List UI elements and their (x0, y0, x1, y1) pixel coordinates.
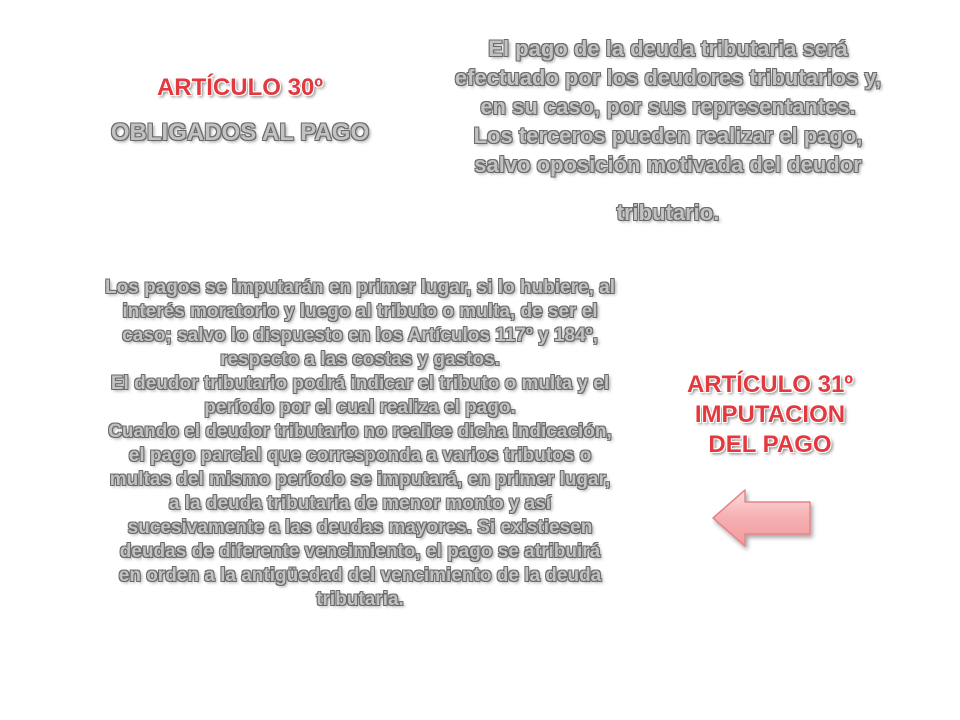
article-30-subtitle: OBLIGADOS AL PAGO (110, 119, 370, 146)
article-31-body-line: multas del mismo período se imputará, en primer lugar, (109, 469, 611, 490)
article-31-body-line: El deudor tributario podrá indicar el tributo o multa y el (110, 373, 610, 394)
article-31-body-line: período por el cual realiza el pago. (204, 397, 516, 418)
article-31-body-line: el pago parcial que corresponda a varios tributos o (128, 445, 592, 466)
article-30-heading (40, 65, 440, 155)
article-31-body-line: interés moratorio y luego al tributo o multa, de ser el (122, 301, 598, 322)
article-30-body-line: en su caso, por sus representantes. (480, 94, 856, 119)
article-31-title: ARTÍCULO 31º (686, 371, 854, 398)
article-31-body-line: Cuando el deudor tributario no realice dicha indicación, (108, 421, 612, 442)
article-31-heading (620, 370, 920, 460)
article-30-body (418, 34, 918, 227)
article-30-body-line: salvo oposición motivada del deudor (474, 152, 862, 177)
article-31-body-line: sucesivamente a las deudas mayores. Si existiesen (127, 517, 593, 538)
arrow-shape[interactable] (713, 490, 810, 546)
article-31-body-line: respecto a las costas y gastos. (220, 349, 500, 370)
article-31-subtitle: DEL PAGO (708, 431, 832, 458)
article-30-title: ARTÍCULO 30º (156, 74, 324, 101)
article-30-body-line: El pago de la deuda tributaria será (488, 36, 848, 61)
article-30-body-line: tributario. (616, 200, 720, 225)
article-31-body-line: tributaria. (316, 589, 404, 610)
article-31-body-line: caso; salvo lo dispuesto en los Artículos 117º y 184º, (122, 325, 598, 346)
article-31-body-line: en orden a la antigüedad del vencimiento de la deuda (118, 565, 602, 586)
article-31-body-line: deudas de diferente vencimiento, el pago se atribuirá (119, 541, 601, 562)
article-31-body (60, 276, 660, 612)
article-31-subtitle: IMPUTACION (694, 401, 846, 428)
article-31-body-line: a la deuda tributaria de menor monto y así (168, 493, 552, 514)
left-arrow-icon[interactable] (711, 487, 815, 551)
article-31-body-line: Los pagos se imputarán en primer lugar, si lo hubiere, al (105, 277, 615, 298)
article-30-body-line: Los terceros pueden realizar el pago, (473, 123, 863, 148)
article-30-body-line: efectuado por los deudores tributarios y, (454, 65, 882, 90)
